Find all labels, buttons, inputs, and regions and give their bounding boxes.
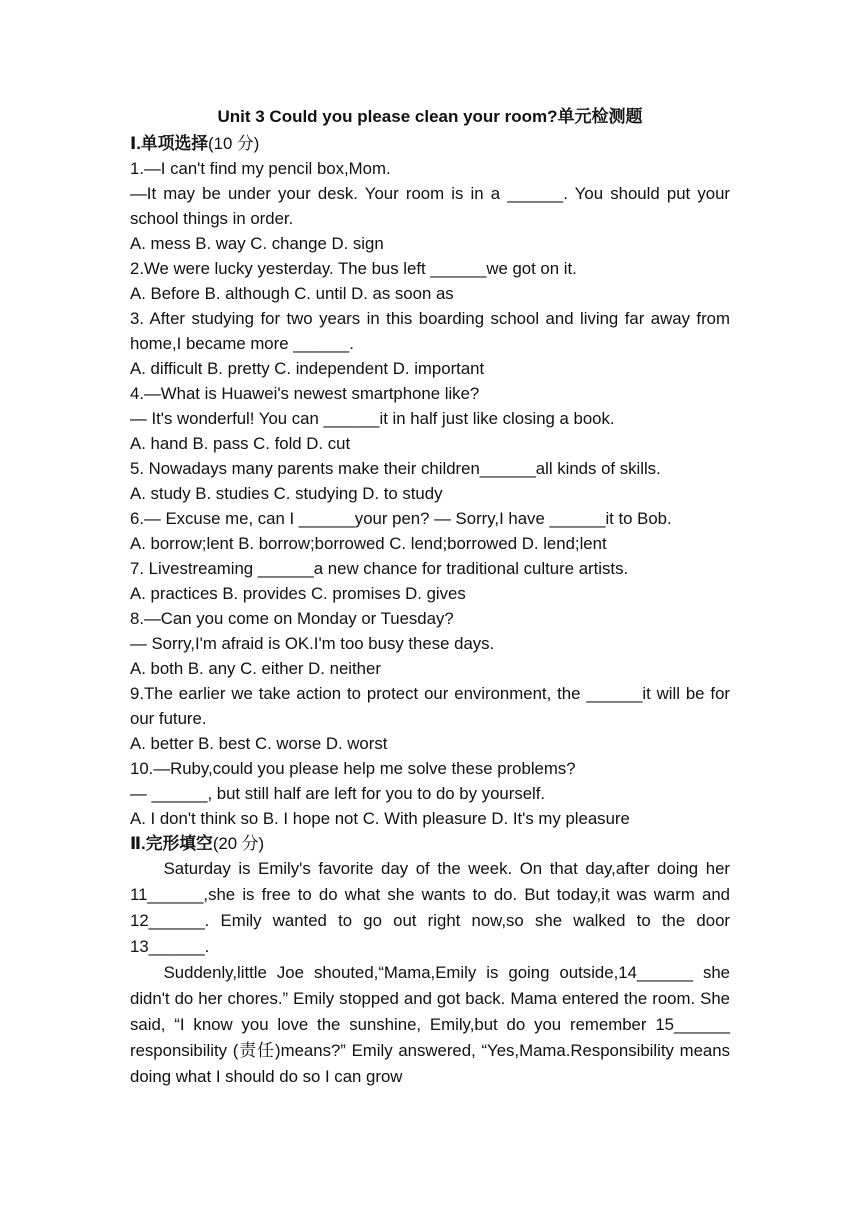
question-3-stem: 3. After studying for two years in this boarding school and living far away from home,I became more ______. bbox=[130, 309, 730, 353]
question-5-options: A. study B. studies C. studying D. to study bbox=[130, 484, 443, 503]
question-10-reply: — ______, but still half are left for you to do by yourself. bbox=[130, 784, 546, 803]
question-2-stem: 2.We were lucky yesterday. The bus left ______we got on it. bbox=[130, 259, 577, 278]
question-1-reply: —It may be under your desk. Your room is in a ______. You should put your school things in order. bbox=[130, 184, 730, 228]
section-heading-multiple-choice bbox=[130, 131, 730, 156]
question-4-reply: — It's wonderful! You can ______it in half just like closing a book. bbox=[130, 409, 615, 428]
question-6-options: A. borrow;lent B. borrow;borrowed C. lend;borrowed D. lend;lent bbox=[130, 534, 607, 553]
question-8-stem: 8.—Can you come on Monday or Tuesday? bbox=[130, 609, 454, 628]
document-page bbox=[130, 104, 730, 1090]
question-9-options: A. better B. best C. worse D. worst bbox=[130, 734, 388, 753]
passage-paragraph-1: Saturday is Emily's favorite day of the week. On that day,after doing her 11______,she is free to do what she wants to do. But today,it was warm and 12______. Emily wanted to go out right now,so she walked to the door 13______. bbox=[130, 859, 730, 956]
question-8-options: A. both B. any C. either D. neither bbox=[130, 659, 381, 678]
section-heading-text: Ⅱ.完形填空 bbox=[130, 834, 213, 853]
question-4-options: A. hand B. pass C. fold D. cut bbox=[130, 434, 351, 453]
question-2-options: A. Before B. although C. until D. as soon as bbox=[130, 284, 454, 303]
question-10-stem: 10.—Ruby,could you please help me solve these problems? bbox=[130, 759, 576, 778]
question-5-stem: 5. Nowadays many parents make their children______all kinds of skills. bbox=[130, 459, 661, 478]
question-1-options: A. mess B. way C. change D. sign bbox=[130, 234, 384, 253]
question-7-options: A. practices B. provides C. promises D. gives bbox=[130, 584, 466, 603]
passage-paragraph-2: Suddenly,little Joe shouted,“Mama,Emily is going outside,14______ she didn't do her chores.” Emily stopped and got back. Mama entered the room. She said, “I know you love the sunshine, Emily,but do you remember 15______ responsibility (责任)means?” Emily answered, “Yes,Mama.Responsibility means doing what I should do so I can grow bbox=[130, 963, 730, 1086]
section-points: (10 分) bbox=[208, 134, 260, 153]
section-points: (20 分) bbox=[212, 834, 265, 853]
question-8-reply: — Sorry,I'm afraid is OK.I'm too busy these days. bbox=[130, 634, 495, 653]
question-4-stem: 4.—What is Huawei's newest smartphone like? bbox=[130, 384, 480, 403]
question-9-stem: 9.The earlier we take action to protect our environment, the ______it will be for our future. bbox=[130, 684, 730, 728]
question-7-stem: 7. Livestreaming ______a new chance for traditional culture artists. bbox=[130, 559, 629, 578]
question-1-stem: 1.—I can't find my pencil box,Mom. bbox=[130, 159, 391, 178]
question-10-options: A. I don't think so B. I hope not C. With pleasure D. It's my pleasure bbox=[130, 809, 630, 828]
document-title: Unit 3 Could you please clean your room?单元检测题 bbox=[217, 107, 643, 126]
section-heading-cloze bbox=[130, 831, 730, 856]
question-3-options: A. difficult B. pretty C. independent D. important bbox=[130, 359, 485, 378]
section-heading-text: Ⅰ.单项选择 bbox=[130, 134, 209, 153]
question-6-stem: 6.— Excuse me, can I ______your pen? — Sorry,I have ______it to Bob. bbox=[130, 509, 672, 528]
